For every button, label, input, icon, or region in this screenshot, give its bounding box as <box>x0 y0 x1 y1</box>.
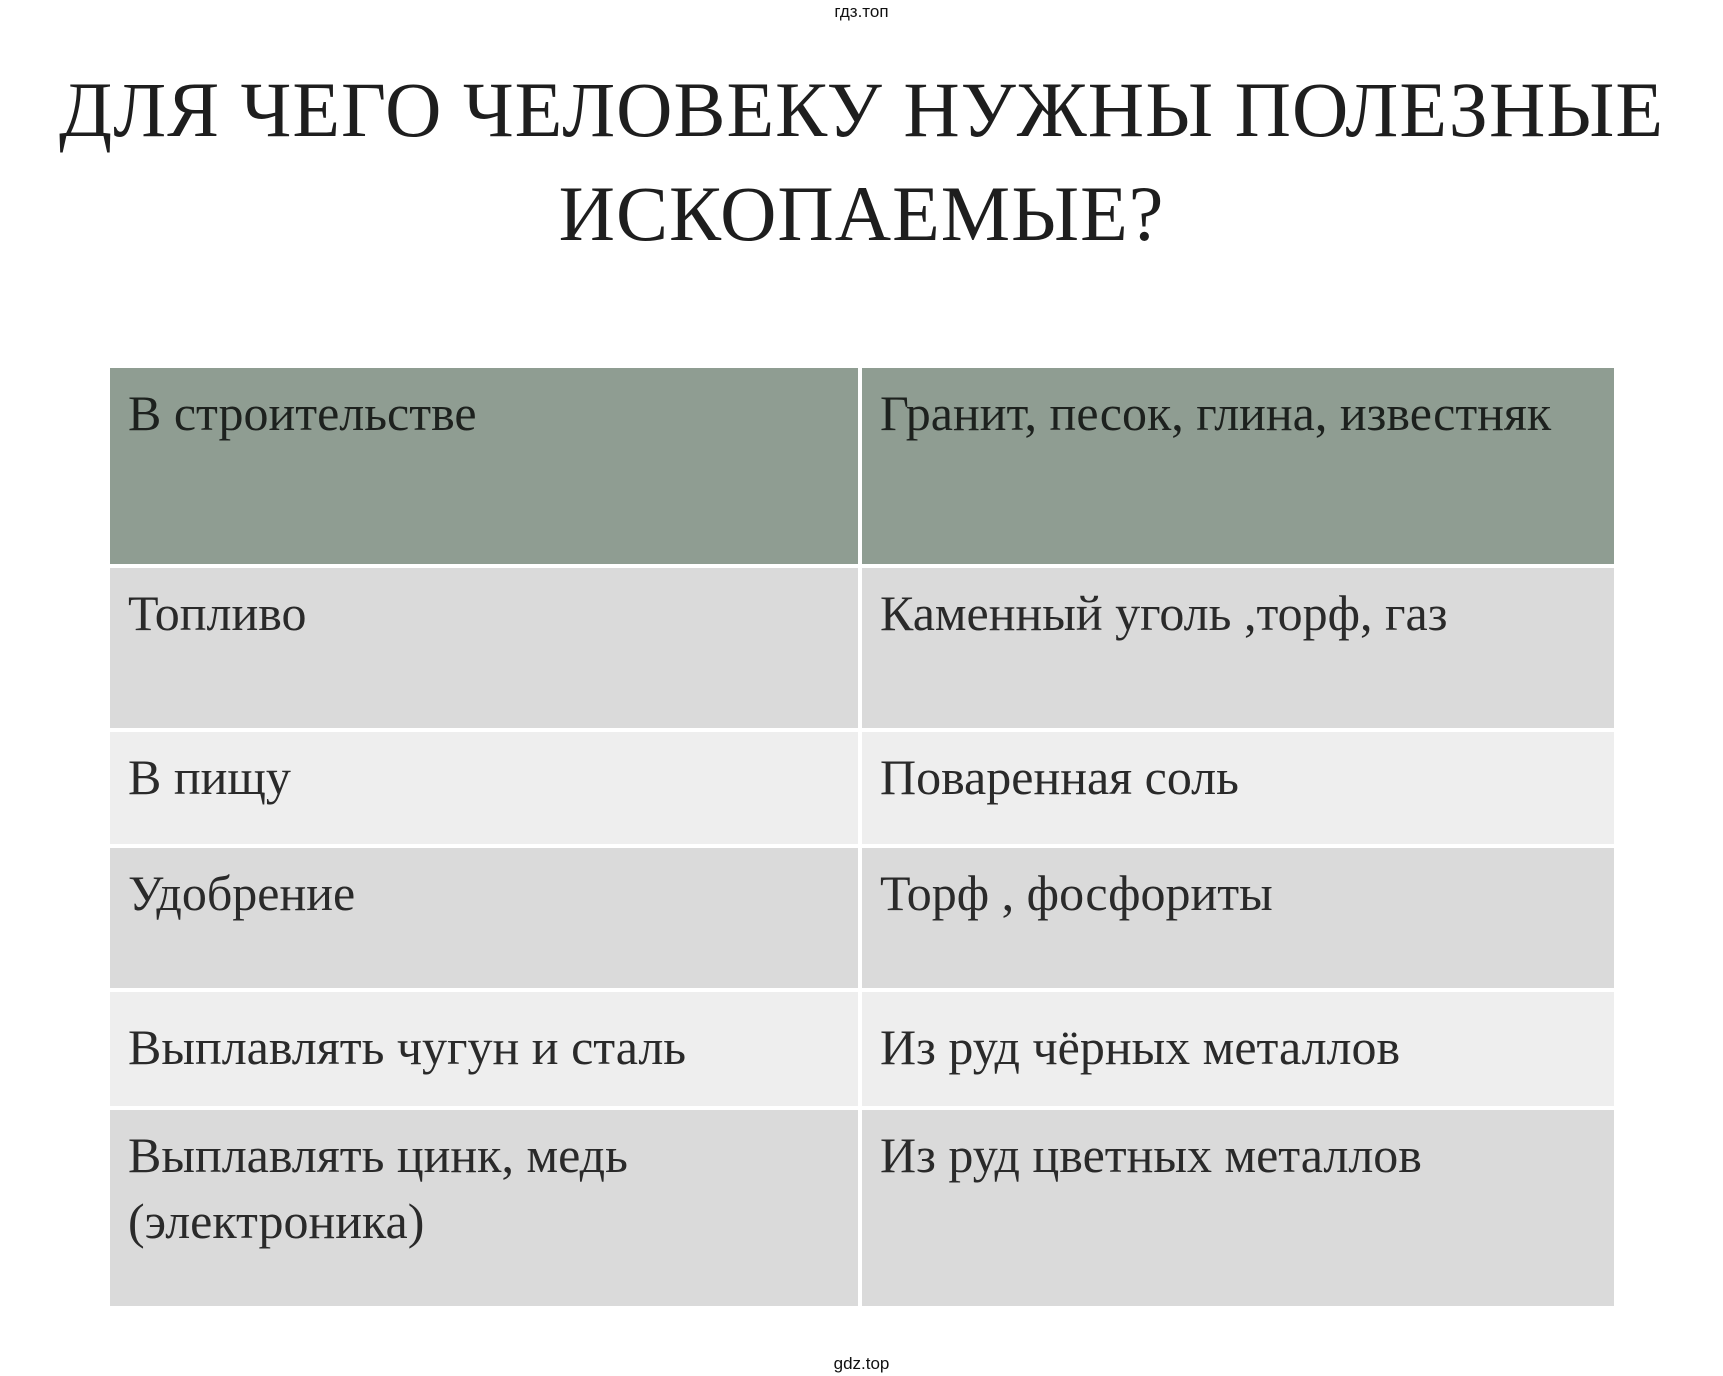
page-title: ДЛЯ ЧЕГО ЧЕЛОВЕКУ НУЖНЫ ПОЛЕЗНЫЕ ИСКОПАЕМЫЕ? <box>59 66 1664 257</box>
minerals-cell: Из руд цветных металлов <box>880 1127 1422 1183</box>
minerals-cell: Гранит, песок, глина, известняк <box>880 385 1552 441</box>
minerals-cell: Торф , фосфориты <box>880 865 1273 921</box>
use-cell: Удобрение <box>110 848 862 988</box>
minerals-cell: Из руд чёрных металлов <box>880 1019 1401 1075</box>
use-cell: Выплавлять чугун и сталь <box>110 992 862 1106</box>
minerals-cell: Поваренная соль <box>880 749 1239 805</box>
table-row <box>110 992 1614 1110</box>
use-cell: Топливо <box>110 568 862 728</box>
table-row <box>110 368 1614 568</box>
table-row <box>110 848 1614 992</box>
use-cell: В строительстве <box>110 368 862 564</box>
minerals-cell: Каменный уголь ,торф, газ <box>880 585 1448 641</box>
watermark-bottom: gdz.top <box>833 1354 890 1373</box>
minerals-table <box>110 368 1614 1306</box>
table-row <box>110 732 1614 848</box>
use-cell: В пищу <box>110 732 862 844</box>
table-row <box>110 568 1614 732</box>
use-cell: Выплавлять цинк, медь (электроника) <box>110 1110 862 1306</box>
watermark-top: гдз.топ <box>834 2 889 21</box>
table-row <box>110 1110 1614 1306</box>
